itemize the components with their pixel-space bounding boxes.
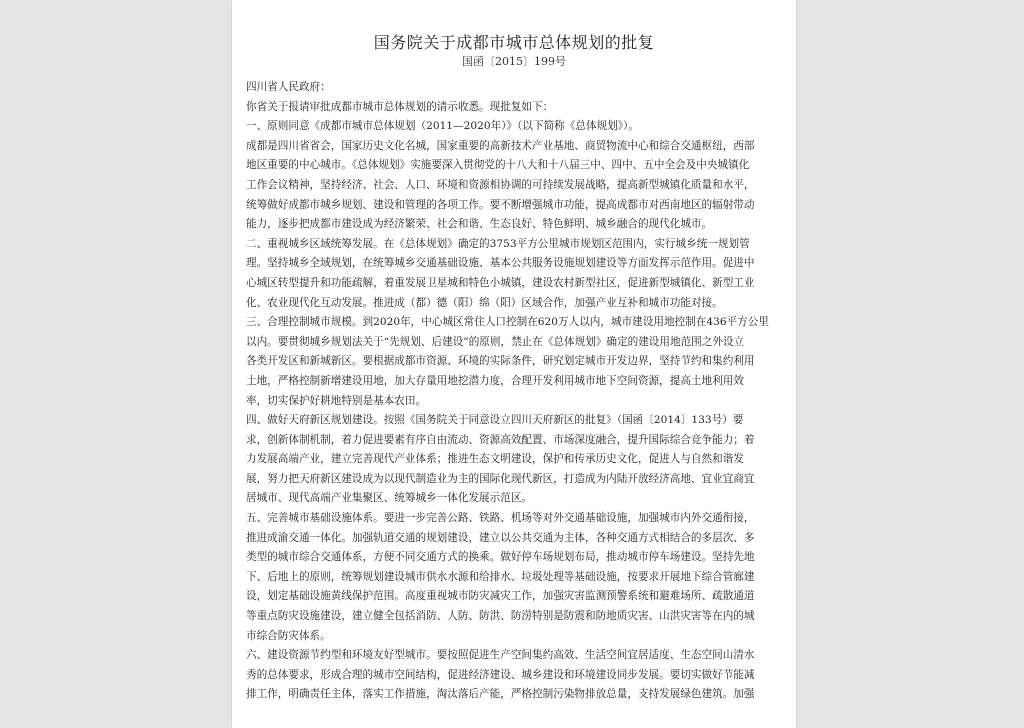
text-line: 下、后地上的原则，统筹规划建设城市供水水源和给排水、垃圾处理等基础设施，按要求开展地下综合管廊建	[246, 570, 755, 583]
document-page	[232, 0, 796, 728]
text-line: 三、合理控制城市规模。到2020年，中心城区常住人口控制在620万人以内，城市建设用地控制在436平方公里	[246, 316, 769, 329]
text-line: 四、做好天府新区规划建设。按照《国务院关于同意设立四川天府新区的批复》（国函〔2014〕133号）要	[246, 414, 744, 427]
text-line: 排工作，明确责任主体，落实工作措施，淘汰落后产能，严格控制污染物排放总量，支持发展绿色建筑。加强	[246, 688, 755, 701]
text-line: 能力，逐步把成都市建设成为经济繁荣、社会和谐、生态良好、特色鲜明、城乡融合的现代化城市。	[246, 218, 713, 231]
text-line: 力发展高端产业，建立完善现代产业体系；推进生态文明建设，保护和传承历史文化，促进人与自然和谐发	[246, 453, 744, 466]
text-line: 五、完善城市基础设施体系。要进一步完善公路、铁路、机场等对外交通基础设施，加强城市内外交通衔接，	[246, 512, 755, 525]
text-line: 地区重要的中心城市。《总体规划》实施要深入贯彻党的十八大和十八届三中、四中、五中全会及中央城镇化	[246, 159, 750, 172]
text-line: 土地，严格控制新增建设用地，加大存量用地挖潜力度，合理开发利用城市地下空间资源，提高土地利用效	[246, 374, 744, 387]
text-line: 心城区转型提升和功能疏解，着重发展卫星城和特色小城镇，建设农村新型社区，促进新型城镇化、新型工业	[246, 276, 755, 289]
text-line: 推进成渝交通一体化。加强轨道交通的规划建设，建立以公共交通为主体，各种交通方式相结合的多层次、多	[246, 531, 755, 544]
text-line: 秀的总体要求，形成合理的城市空间结构，促进经济建设、城乡建设和环境建设同步发展。要切实做好节能减	[246, 668, 755, 681]
text-line: 二、重视城乡区域统筹发展。在《总体规划》确定的3753平方公里城市规划区范围内，实行城乡统一规划管	[246, 237, 750, 250]
text-line: 你省关于报请审批成都市城市总体规划的请示收悉。现批复如下：	[246, 100, 554, 113]
text-line: 设，划定基础设施黄线保护范围。高度重视城市防灾减灾工作，加强灾害监测预警系统和避难场所、疏散通道	[246, 590, 755, 603]
text-line: 工作会议精神，坚持经济、社会、人口、环境和资源相协调的可持续发展战略，提高新型城镇化质量和水平，	[246, 178, 755, 191]
text-line: 六、建设资源节约型和环境友好型城市。要按照促进生产空间集约高效、生活空间宜居适度、生态空间山清水	[246, 649, 755, 662]
text-line: 以内。要贯彻城乡规划法关于“先规划、后建设”的原则，禁止在《总体规划》确定的建设用地范围之外设立	[246, 335, 745, 348]
document-number: 国函〔2015〕199号	[462, 55, 566, 68]
text-line: 求，创新体制机制，着力促进要素有序自由流动、资源高效配置、市场深度融合，提升国际综合竞争能力；着	[246, 433, 755, 446]
text-line: 居城市、现代高端产业集聚区、统筹城乡一体化发展示范区。	[246, 492, 533, 505]
document-body	[246, 78, 780, 705]
text-line: 统筹做好成都市城乡规划、建设和管理的各项工作。要不断增强城市功能，提高成都市对西南地区的辐射带动	[246, 198, 755, 211]
text-line: 各类开发区和新城新区。要根据成都市资源、环境的实际条件，研究划定城市开发边界，坚持节约和集约利用	[246, 355, 755, 368]
text-line: 化、农业现代化互动发展。推进成（都）德（阳）绵（阳）区域合作，加强产业互补和城市功能对接。	[246, 296, 723, 309]
document-title: 国务院关于成都市城市总体规划的批复	[373, 33, 655, 52]
text-line: 率，切实保护好耕地特别是基本农田。	[246, 394, 427, 407]
text-line: 类型的城市综合交通体系，方便不同交通方式的换乘。做好停车场规划布局，推动城市停车场建设。坚持先地	[246, 551, 755, 564]
text-line: 四川省人民政府：	[246, 81, 331, 93]
text-line: 成都是四川省省会，国家历史文化名城，国家重要的高新技术产业基地、商贸物流中心和综合交通枢纽，西部	[246, 139, 755, 152]
text-line: 等重点防灾设施建设，建立健全包括消防、人防、防洪、防涝特别是防震和防地质灾害、山洪灾害等在内的城	[246, 610, 755, 623]
text-line: 一、原则同意《成都市城市总体规划（2011—2020年）》（以下简称《总体规划》）。	[246, 120, 639, 133]
text-line: 理。坚持城乡全域规划，在统筹城乡交通基础设施、基本公共服务设施规划建设等方面发挥示范作用。促进中	[246, 257, 755, 270]
text-line: 市综合防灾体系。	[246, 629, 331, 642]
text-line: 展，努力把天府新区建设成为以现代制造业为主的国际化现代新区，打造成为内陆开放经济高地、宜业宜商宜	[246, 472, 755, 485]
